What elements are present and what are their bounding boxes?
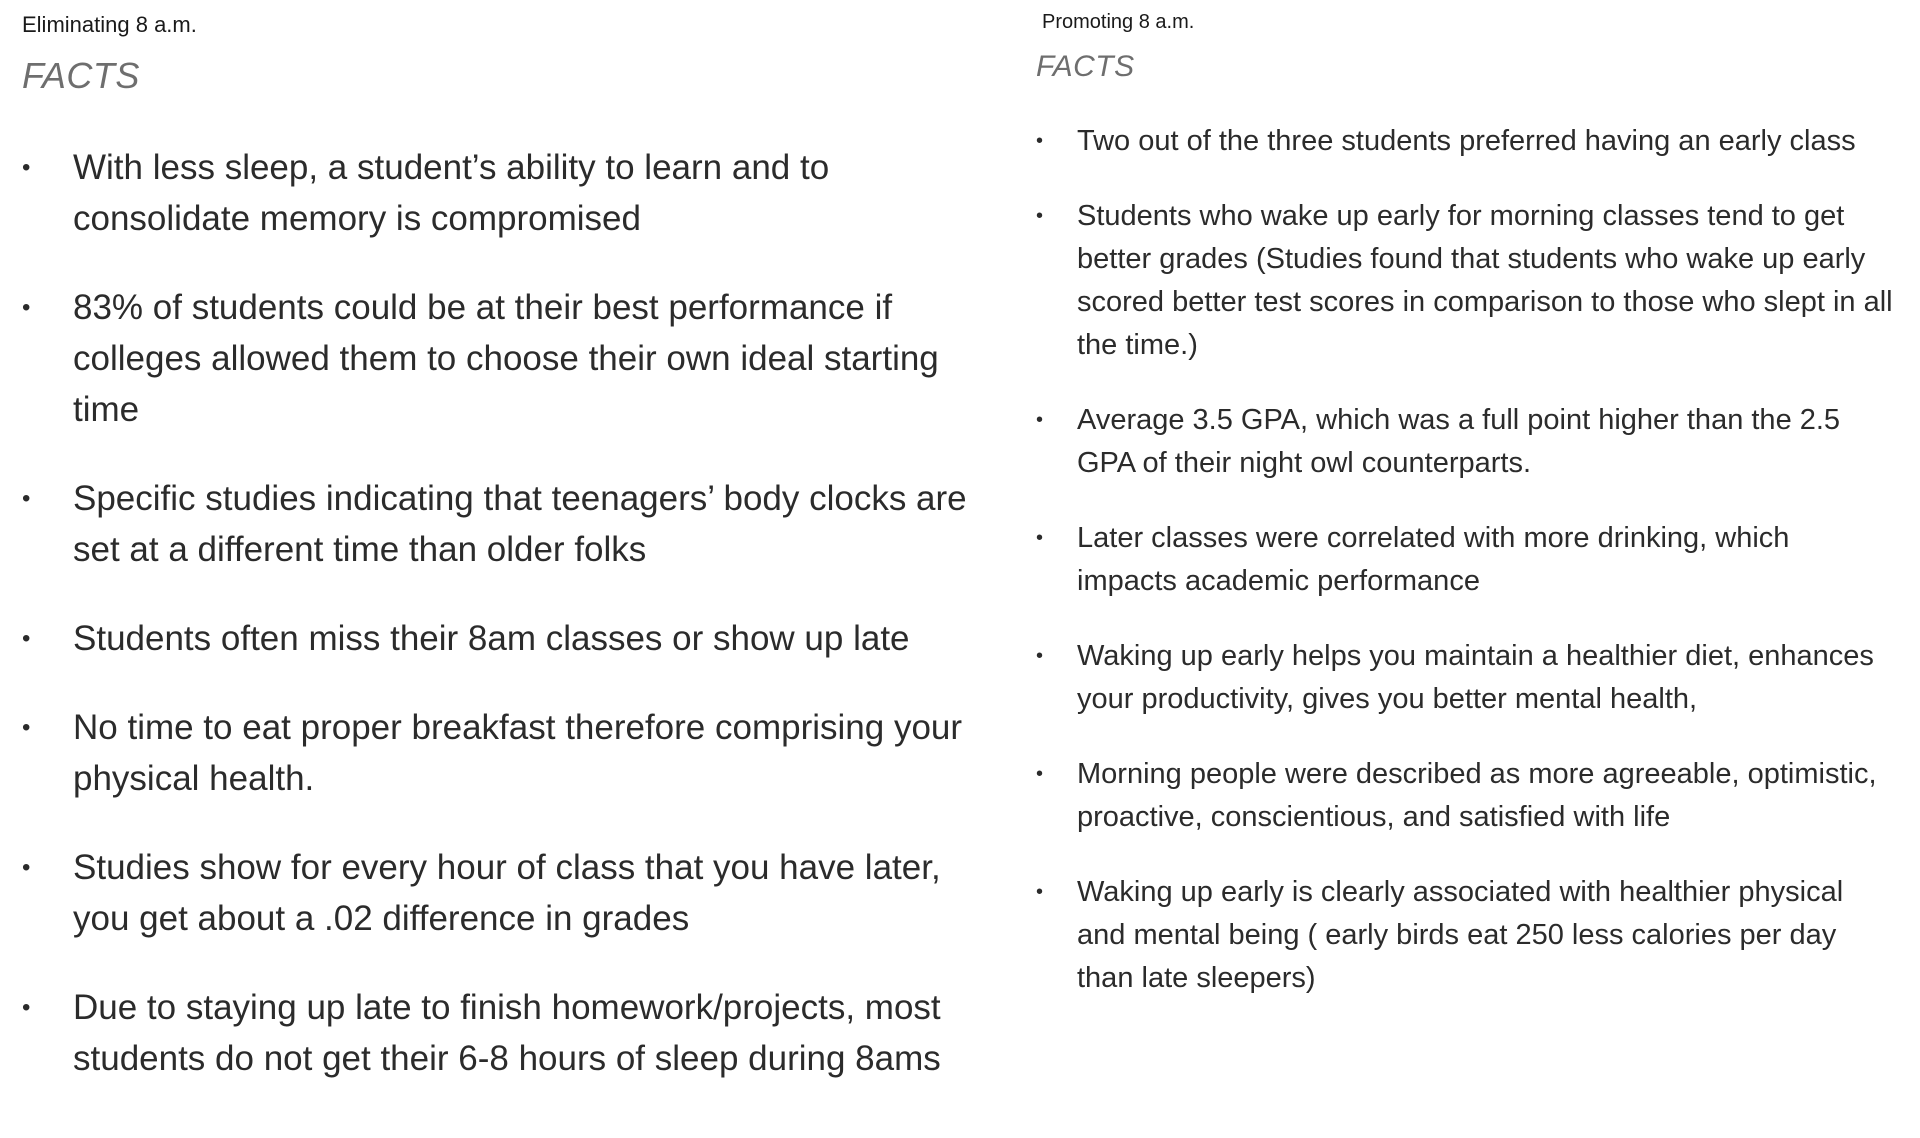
bullet-icon: •: [1036, 130, 1044, 152]
fact-list: [1036, 120, 1896, 1000]
column-subtitle: FACTS: [1036, 50, 1135, 83]
list-item: [1036, 871, 1896, 1000]
fact-text: 83% of students could be at their best performance if colleges allowed them to choose their own ideal starting time: [73, 288, 939, 429]
list-item: [22, 613, 982, 664]
list-item: [1036, 399, 1896, 485]
fact-text: Morning people were described as more agreeable, optimistic, proactive, conscientious, and satisfied with life: [1077, 758, 1877, 833]
fact-text: No time to eat proper breakfast therefore comprising your physical health.: [73, 708, 963, 798]
column-subtitle: FACTS: [22, 55, 140, 96]
fact-text: Average 3.5 GPA, which was a full point higher than the 2.5 GPA of their night owl counterparts.: [1077, 404, 1841, 479]
list-item: [22, 982, 982, 1084]
column-title: Eliminating 8 a.m.: [22, 12, 197, 37]
bullet-icon: •: [1036, 527, 1044, 549]
eliminating-column: [22, 0, 982, 1122]
list-item: [22, 142, 982, 244]
column-title: Promoting 8 a.m.: [1042, 11, 1195, 33]
bullet-icon: •: [1036, 205, 1044, 227]
list-item: [22, 282, 982, 435]
fact-text: Students often miss their 8am classes or show up late: [73, 619, 910, 658]
fact-list: [22, 142, 982, 1084]
fact-text: Two out of the three students preferred having an early class: [1077, 125, 1856, 157]
list-item: [22, 702, 982, 804]
promoting-column: [1036, 0, 1896, 1032]
bullet-icon: •: [1036, 763, 1044, 785]
fact-text: Waking up early helps you maintain a healthier diet, enhances your productivity, gives you better mental health,: [1077, 640, 1874, 715]
fact-text: Later classes were correlated with more drinking, which impacts academic performance: [1077, 522, 1790, 597]
bullet-icon: •: [22, 854, 31, 881]
list-item: [1036, 517, 1896, 603]
fact-text: Studies show for every hour of class that you have later, you get about a .02 difference in grades: [73, 848, 941, 938]
list-item: [1036, 635, 1896, 721]
fact-text: Due to staying up late to finish homework/projects, most students do not get their 6-8 hours of sleep during 8ams: [73, 988, 941, 1078]
list-item: [1036, 753, 1896, 839]
bullet-icon: •: [1036, 881, 1044, 903]
list-item: [1036, 195, 1896, 367]
fact-text: Waking up early is clearly associated with healthier physical and mental being ( early birds eat 250 less calories per day than late sleepers): [1077, 876, 1844, 994]
bullet-icon: •: [22, 625, 31, 652]
fact-text: Specific studies indicating that teenagers’ body clocks are set at a different time than older folks: [73, 479, 967, 569]
fact-text: Students who wake up early for morning classes tend to get better grades (Studies found that students who wake up early scored better test scores in comparison to those who slept in all the time.): [1077, 200, 1893, 361]
fact-text: With less sleep, a student’s ability to learn and to consolidate memory is compromised: [73, 148, 830, 238]
bullet-icon: •: [22, 485, 31, 512]
bullet-icon: •: [22, 714, 31, 741]
bullet-icon: •: [1036, 645, 1044, 667]
bullet-icon: •: [22, 294, 31, 321]
bullet-icon: •: [1036, 409, 1044, 431]
list-item: [1036, 120, 1896, 163]
list-item: [22, 842, 982, 944]
list-item: [22, 473, 982, 575]
bullet-icon: •: [22, 994, 31, 1021]
bullet-icon: •: [22, 154, 31, 181]
